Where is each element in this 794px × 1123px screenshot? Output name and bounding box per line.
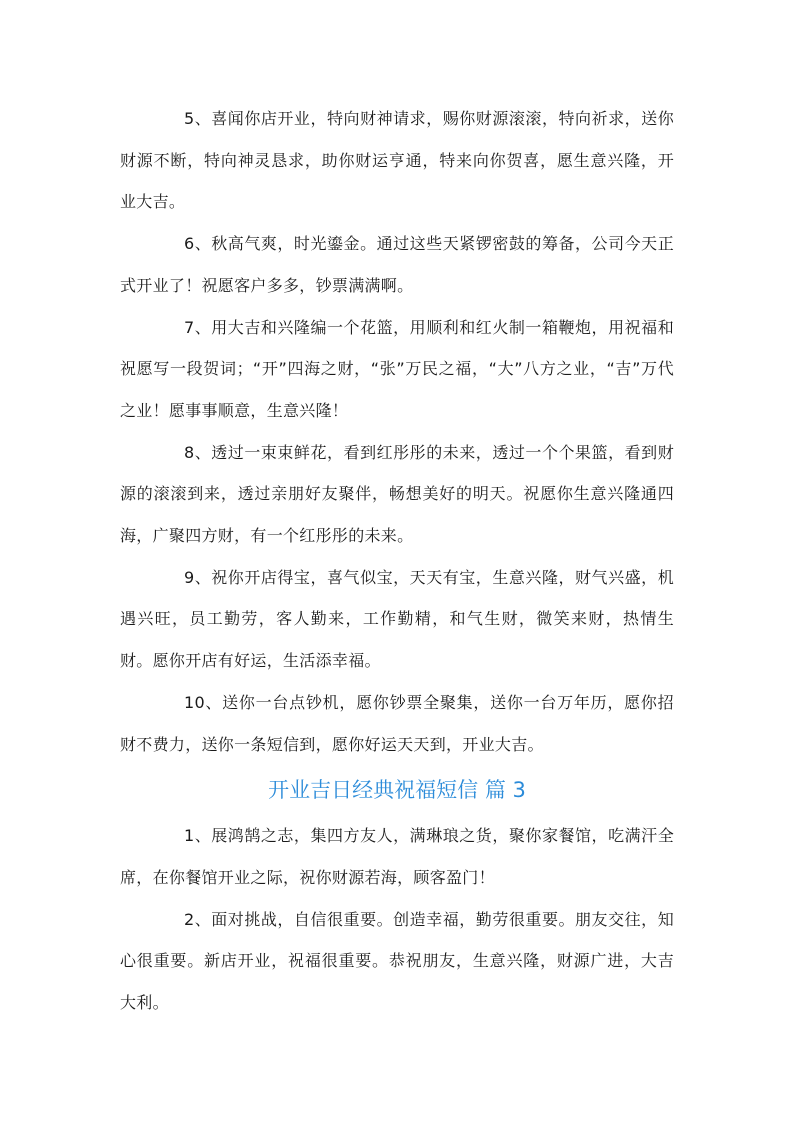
document-body: [120, 98, 674, 1024]
paragraph-7: 7、用大吉和兴隆编一个花篮，用顺利和红火制一箱鞭炮，用祝福和祝愿写一段贺词；“开”四海之财，“张”万民之福，“大”八方之业，“吉”万代之业！愿事事顺意，生意兴隆！: [120, 317, 674, 420]
paragraph-8: 8、透过一束束鲜花，看到红彤彤的未来，透过一个个果篮，看到财源的滚滚到来，透过亲朋好友聚伴，畅想美好的明天。祝愿你生意兴隆通四海，广聚四方财，有一个红彤彤的未来。: [120, 442, 674, 546]
section-title: 开业吉日经典祝福短信 篇 3: [268, 778, 526, 803]
section3-paragraph-1: 1、展鸿鹄之志，集四方友人，满琳琅之货，聚你家餐馆，吃满汗全席，在你餐馆开业之际，祝你财源若海，顾客盈门！: [120, 826, 674, 887]
paragraph-6: 6、秋高气爽，时光鎏金。通过这些天紧锣密鼓的筹备，公司今天正式开业了！祝愿客户多多，钞票满满啊。: [120, 234, 674, 295]
paragraph-5: 5、喜闻你店开业，特向财神请求，赐你财源滚滚，特向祈求，送你财源不断，特向神灵恳求，助你财运亨通，特来向你贺喜，愿生意兴隆，开业大吉。: [120, 109, 674, 212]
paragraph-9: 9、祝你开店得宝，喜气似宝，天天有宝，生意兴隆，财气兴盛，机遇兴旺，员工勤劳，客人勤来，工作勤精，和气生财，微笑来财，热情生财。愿你开店有好运，生活添幸福。: [120, 567, 674, 671]
paragraph-10: 10、送你一台点钞机，愿你钞票全聚集，送你一台万年历，愿你招财不费力，送你一条短信到，愿你好运天天到，开业大吉。: [120, 692, 674, 754]
section3-paragraph-2: 2、面对挑战，自信很重要。创造幸福，勤劳很重要。朋友交往，知心很重要。新店开业，祝福很重要。恭祝朋友，生意兴隆，财源广进，大吉大利。: [120, 909, 674, 1013]
